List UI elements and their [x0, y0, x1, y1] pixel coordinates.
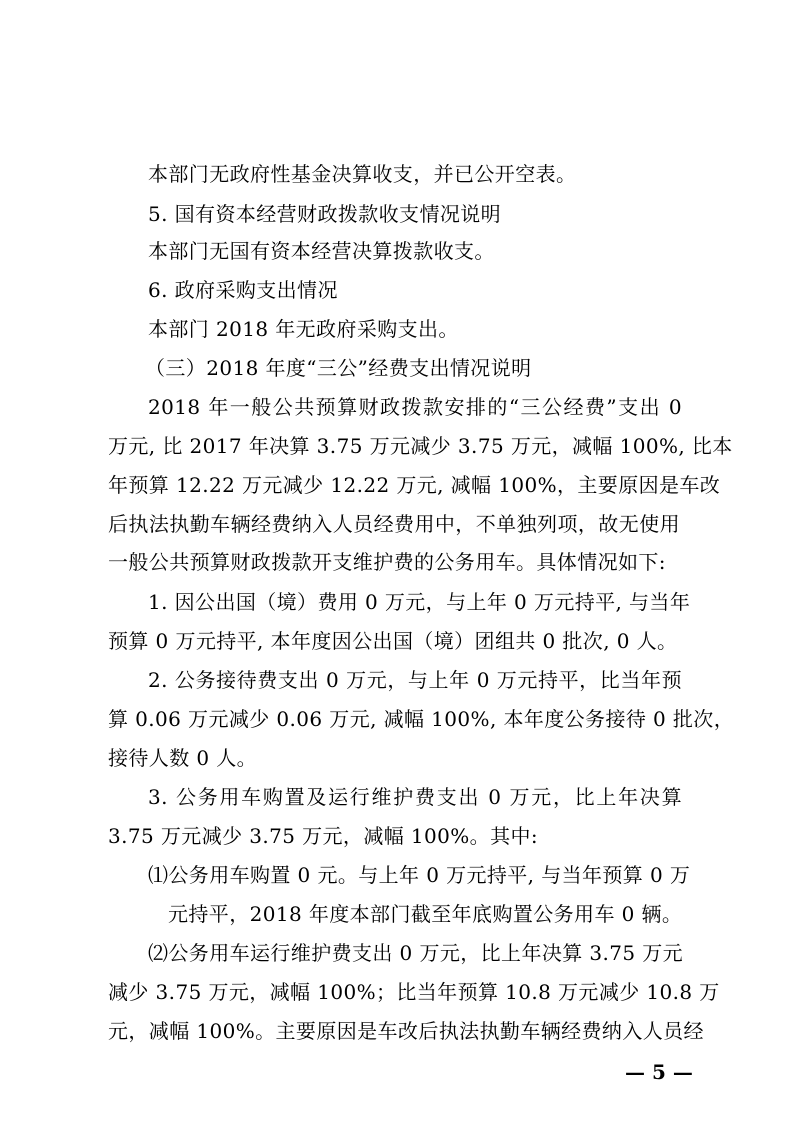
- text-line: 万元, 比 2017 年决算 3.75 万元减少 3.75 万元，减幅 100%, 比本: [108, 434, 733, 458]
- text-line: 3. 公务用车购置及运行维护费支出 0 万元，比上年决算: [148, 785, 682, 809]
- text-line: 本部门无国有资本经营决算拨款收支。: [148, 239, 495, 263]
- text-line: 接待人数 0 人。: [108, 746, 258, 770]
- text-line: 后执法执勤车辆经费纳入人员经费用中，不单独列项，故无使用: [108, 512, 680, 536]
- text-line: 2. 公务接待费支出 0 万元，与上年 0 万元持平，比当年预: [148, 668, 682, 692]
- text-line: 减少 3.75 万元，减幅 100%；比当年预算 10.8 万元减少 10.8 万: [108, 980, 720, 1004]
- text-line: 元，减幅 100%。主要原因是车改后执法执勤车辆经费纳入人员经: [108, 1019, 704, 1043]
- text-line: 1. 因公出国（境）费用 0 万元，与上年 0 万元持平, 与当年: [148, 590, 691, 614]
- text-line: 预算 0 万元持平, 本年度因公出国（境）团组共 0 批次, 0 人。: [108, 629, 678, 653]
- text-line: 6. 政府采购支出情况: [148, 278, 338, 302]
- text-line: 算 0.06 万元减少 0.06 万元, 减幅 100%, 本年度公务接待 0 批次，: [108, 707, 735, 731]
- text-line: 本部门无政府性基金决算收支，并已公开空表。: [148, 162, 577, 186]
- page-number: — 5 —: [625, 1060, 693, 1084]
- text-line: ⑵公务用车运行维护费支出 0 万元，比上年决算 3.75 万元: [148, 941, 684, 965]
- text-line: 元持平，2018 年度本部门截至年底购置公务用车 0 辆。: [168, 902, 683, 926]
- text-line: 本部门 2018 年无政府采购支出。: [148, 317, 459, 341]
- text-line: 5. 国有资本经营财政拨款收支情况说明: [148, 202, 502, 226]
- text-line: ⑴公务用车购置 0 元。与上年 0 万元持平, 与当年预算 0 万: [148, 863, 691, 887]
- section-heading: （三）2018 年度“三公”经费支出情况说明: [145, 356, 532, 380]
- text-line: 2018 年一般公共预算财政拨款安排的“三公经费”支出 0: [148, 395, 682, 419]
- text-line: 年预算 12.22 万元减少 12.22 万元, 减幅 100%，主要原因是车改: [108, 473, 721, 497]
- text-line: 一般公共预算财政拨款开支维护费的公务用车。具体情况如下:: [108, 550, 666, 574]
- text-line: 3.75 万元减少 3.75 万元，减幅 100%。其中:: [108, 824, 539, 848]
